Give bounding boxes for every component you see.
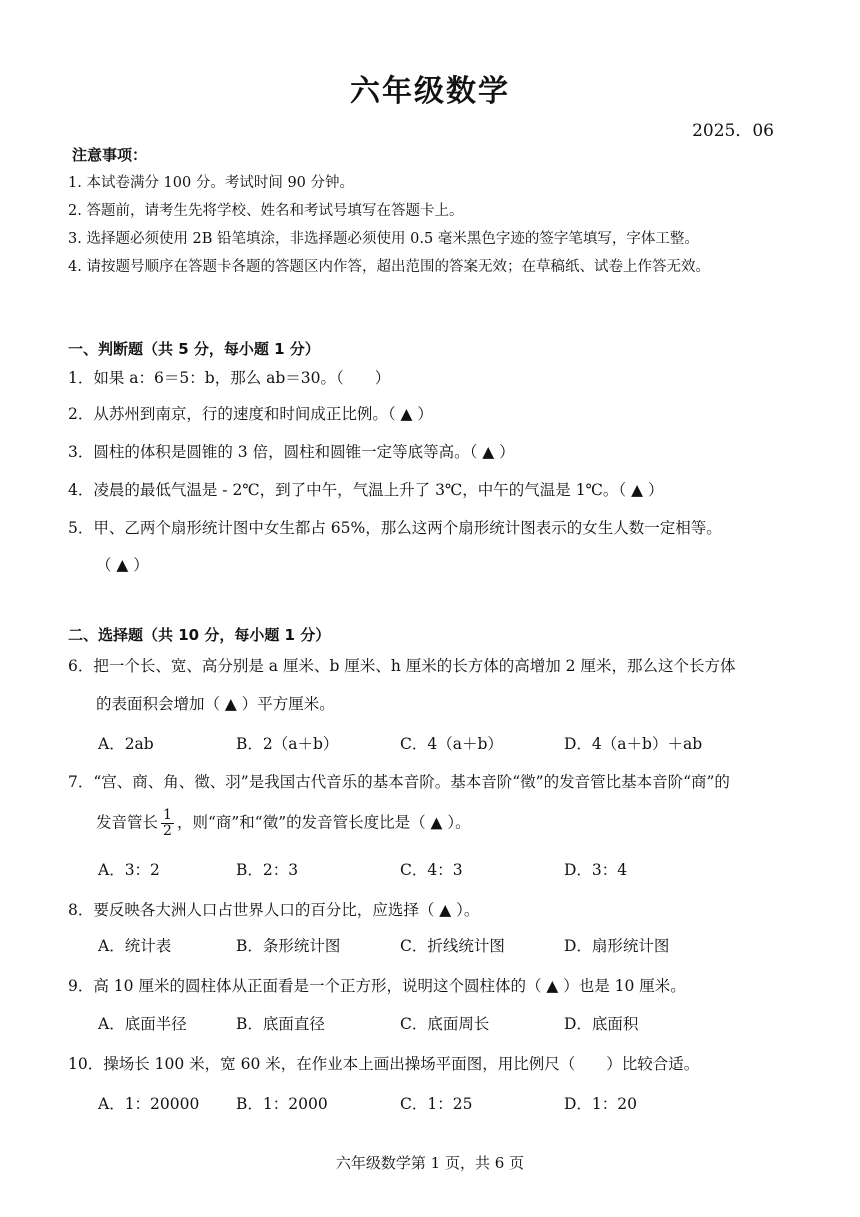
option-a: A．统计表: [98, 937, 172, 955]
option-c: C．1：25: [400, 1095, 473, 1113]
fraction: [161, 808, 174, 839]
option-a: A．2ab: [98, 735, 154, 753]
question-text: 高 10 厘米的圆柱体从正面看是一个正方形，说明这个圆柱体的（ ▲ ）也是 10 厘米。: [93, 977, 686, 995]
question-10: [68, 1052, 788, 1076]
notice-item: 3. 选择题必须使用 2B 铅笔填涂，非选择题必须使用 0.5 毫米黑色字迹的签字笔填写，字体工整。: [68, 231, 699, 247]
page-title: 六年级数学: [350, 74, 510, 109]
option-c: C．4：3: [400, 861, 463, 879]
question-text: 发音管长: [96, 813, 159, 832]
question-number: 1．: [68, 369, 94, 387]
question-6-continuation: 的表面积会增加（ ▲ ）平方厘米。: [96, 695, 335, 713]
option-a: A．3：2: [98, 861, 160, 879]
exam-date: 2025．06: [692, 121, 774, 141]
notice-heading: 注意事项：: [72, 146, 148, 164]
option-b: B．条形统计图: [236, 937, 341, 955]
question-text: 圆柱的体积是圆锥的 3 倍，圆柱和圆锥一定等底等高。（ ▲ ）: [93, 443, 515, 461]
option-d: D．4（a＋b）＋ab: [564, 735, 703, 753]
question-text: 从苏州到南京，行的速度和时间成正比例。（ ▲ ）: [93, 405, 433, 423]
question-text: 操场长 100 米，宽 60 米，在作业本上画出操场平面图，用比例尺（ ）比较合适。: [103, 1055, 700, 1073]
question-5: [68, 516, 788, 540]
notice-item: 1. 本试卷满分 100 分。考试时间 90 分钟。: [68, 175, 355, 191]
option-c: C．4（a＋b）: [400, 735, 503, 753]
section-title-choice: 二、选择题（共 10 分，每小题 1 分）: [68, 626, 331, 644]
question-text: 如果 a：6＝5：b，那么 ab＝30。（ ）: [93, 369, 391, 387]
question-8: [68, 898, 788, 922]
notice-item: 4. 请按题号顺序在答题卡各题的答题区内作答，超出范围的答案无效；在草稿纸、试卷上作答无效。: [68, 259, 710, 275]
question-4: [68, 478, 788, 502]
question-3: [68, 440, 788, 464]
question-7: [68, 770, 788, 794]
notice-list: [68, 172, 788, 284]
question-7-continuation: [96, 808, 471, 839]
question-text: 甲、乙两个扇形统计图中女生都占 65%，那么这两个扇形统计图表示的女生人数一定相等。: [93, 519, 722, 537]
page-footer: 六年级数学第 1 页，共 6 页: [335, 1154, 525, 1172]
option-c: C．折线统计图: [400, 937, 505, 955]
question-text: 把一个长、宽、高分别是 a 厘米、b 厘米、h 厘米的长方体的高增加 2 厘米，那么这个长方体: [93, 657, 736, 675]
question-text: 凌晨的最低气温是 - 2℃，到了中午，气温上升了 3℃，中午的气温是 1℃。（ ▲ ）: [93, 481, 664, 499]
question-text: ，则“商”和“徵”的发音管长度比是（ ▲ ）。: [176, 813, 471, 832]
question-number: 8．: [68, 901, 94, 919]
question-number: 2．: [68, 405, 94, 423]
question-2: [68, 402, 788, 426]
question-number: 10．: [68, 1055, 104, 1073]
question-9: [68, 974, 788, 998]
section-title-judgement: 一、判断题（共 5 分，每小题 1 分）: [68, 340, 320, 358]
option-b: B．底面直径: [236, 1015, 325, 1033]
question-5-continuation: （ ▲ ）: [96, 556, 149, 574]
question-number: 9．: [68, 977, 94, 995]
option-d: D．1：20: [564, 1095, 638, 1113]
question-number: 5．: [68, 519, 94, 537]
option-d: D．3：4: [564, 861, 628, 879]
option-b: B．2：3: [236, 861, 299, 879]
option-a: A．底面半径: [98, 1015, 187, 1033]
option-d: D．底面积: [564, 1015, 639, 1033]
option-d: D．扇形统计图: [564, 937, 670, 955]
option-c: C．底面周长: [400, 1015, 490, 1033]
fraction-numerator: 1: [163, 807, 172, 823]
question-number: 7．: [68, 773, 94, 791]
fraction-denominator: 2: [163, 823, 172, 839]
option-a: A．1：20000: [98, 1095, 200, 1113]
question-text: 要反映各大洲人口占世界人口的百分比，应选择（ ▲ ）。: [93, 901, 480, 919]
question-number: 4．: [68, 481, 94, 499]
option-b: B．2（a＋b）: [236, 735, 339, 753]
option-b: B．1：2000: [236, 1095, 328, 1113]
notice-item: 2. 答题前，请考生先将学校、姓名和考试号填写在答题卡上。: [68, 203, 464, 219]
question-text: “宫、商、角、徵、羽”是我国古代音乐的基本音阶。基本音阶“徵”的发音管比基本音阶“商”的: [93, 773, 730, 791]
question-number: 6．: [68, 657, 94, 675]
question-number: 3．: [68, 443, 94, 461]
question-1: [68, 366, 788, 390]
question-6: [68, 654, 788, 678]
